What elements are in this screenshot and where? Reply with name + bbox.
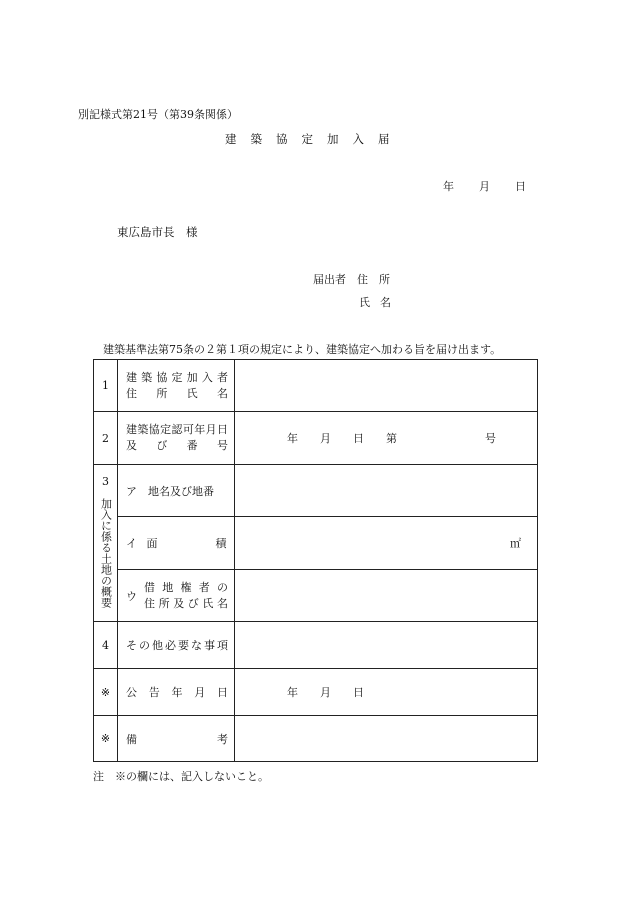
table-row-other <box>94 622 538 669</box>
row-number: 4 <box>94 622 118 669</box>
applicant-label <box>118 360 235 412</box>
applicant-value-field[interactable] <box>235 360 538 412</box>
applicant-name-label: 氏名 <box>359 296 401 309</box>
leaseholder-label <box>118 570 235 622</box>
approval-label-line2: 及び番号 <box>126 439 228 452</box>
addressee: 東広島市長 様 <box>117 225 198 239</box>
applicant-label-line2: 住所氏名 <box>126 386 228 400</box>
table-row-applicant <box>94 360 538 412</box>
applicant-address-label: 届出者 住 所 <box>313 273 390 286</box>
other-label <box>118 622 235 669</box>
land-group-cell <box>94 465 118 622</box>
leaseholder-label-line1: 借地権者の <box>144 580 228 594</box>
land-area-label <box>118 517 235 570</box>
applicant-label-line1: 建築協定加入者 <box>126 370 228 384</box>
remarks-label <box>118 716 235 762</box>
form-caption: 別記様式第21号（第39条関係） <box>78 108 238 121</box>
table-row-land-address <box>94 465 538 517</box>
row-number: 3 <box>102 475 109 488</box>
approval-label <box>118 412 235 465</box>
row-marker: ※ <box>94 716 118 762</box>
date-line: 年 月 日 <box>443 180 527 193</box>
notice-date-label <box>118 669 235 716</box>
square-meter-unit: ㎡ <box>510 537 521 550</box>
application-table <box>93 359 538 762</box>
other-label-text: その他必要な事項 <box>126 639 228 652</box>
statement: 建築基準法第75条の２第１項の規定により、建築協定へ加わる旨を届け出ます。 <box>103 343 502 356</box>
leaseholder-label-line2: 住所及び氏名 <box>144 596 228 610</box>
row-number: 2 <box>94 412 118 465</box>
remarks-field[interactable] <box>235 716 538 762</box>
approval-label-line1: 建築協定認可年月日 <box>126 423 228 436</box>
form-title: 建築協定加入届 <box>225 132 404 146</box>
land-area-field[interactable] <box>235 517 538 570</box>
row-number: 1 <box>94 360 118 412</box>
leaseholder-prefix: ウ <box>126 589 137 603</box>
land-address-field[interactable] <box>235 465 538 517</box>
remarks-label-text: 備考 <box>126 732 228 746</box>
land-address-label-text: ア 地名及び地番 <box>126 484 214 498</box>
table-row-notice-date <box>94 669 538 716</box>
land-address-label <box>118 465 235 517</box>
land-area-prefix: イ <box>126 537 137 550</box>
table-row-approval <box>94 412 538 465</box>
row-marker: ※ <box>94 669 118 716</box>
leaseholder-field[interactable] <box>235 570 538 622</box>
table-row-land-area <box>94 517 538 570</box>
land-area-label-text: 面積 <box>146 537 227 550</box>
table-row-leaseholder <box>94 570 538 622</box>
land-group-label: 加入に係る土地の概要 <box>99 498 113 608</box>
approval-value-field[interactable]: 年 月 日 第 号 <box>235 412 538 465</box>
notice-date-label-text: 公告年月日 <box>126 686 228 699</box>
table-row-remarks <box>94 716 538 762</box>
notice-date-field[interactable]: 年 月 日 <box>235 669 538 716</box>
footnote: 注 ※の欄には、記入しないこと。 <box>93 770 269 783</box>
other-field[interactable] <box>235 622 538 669</box>
